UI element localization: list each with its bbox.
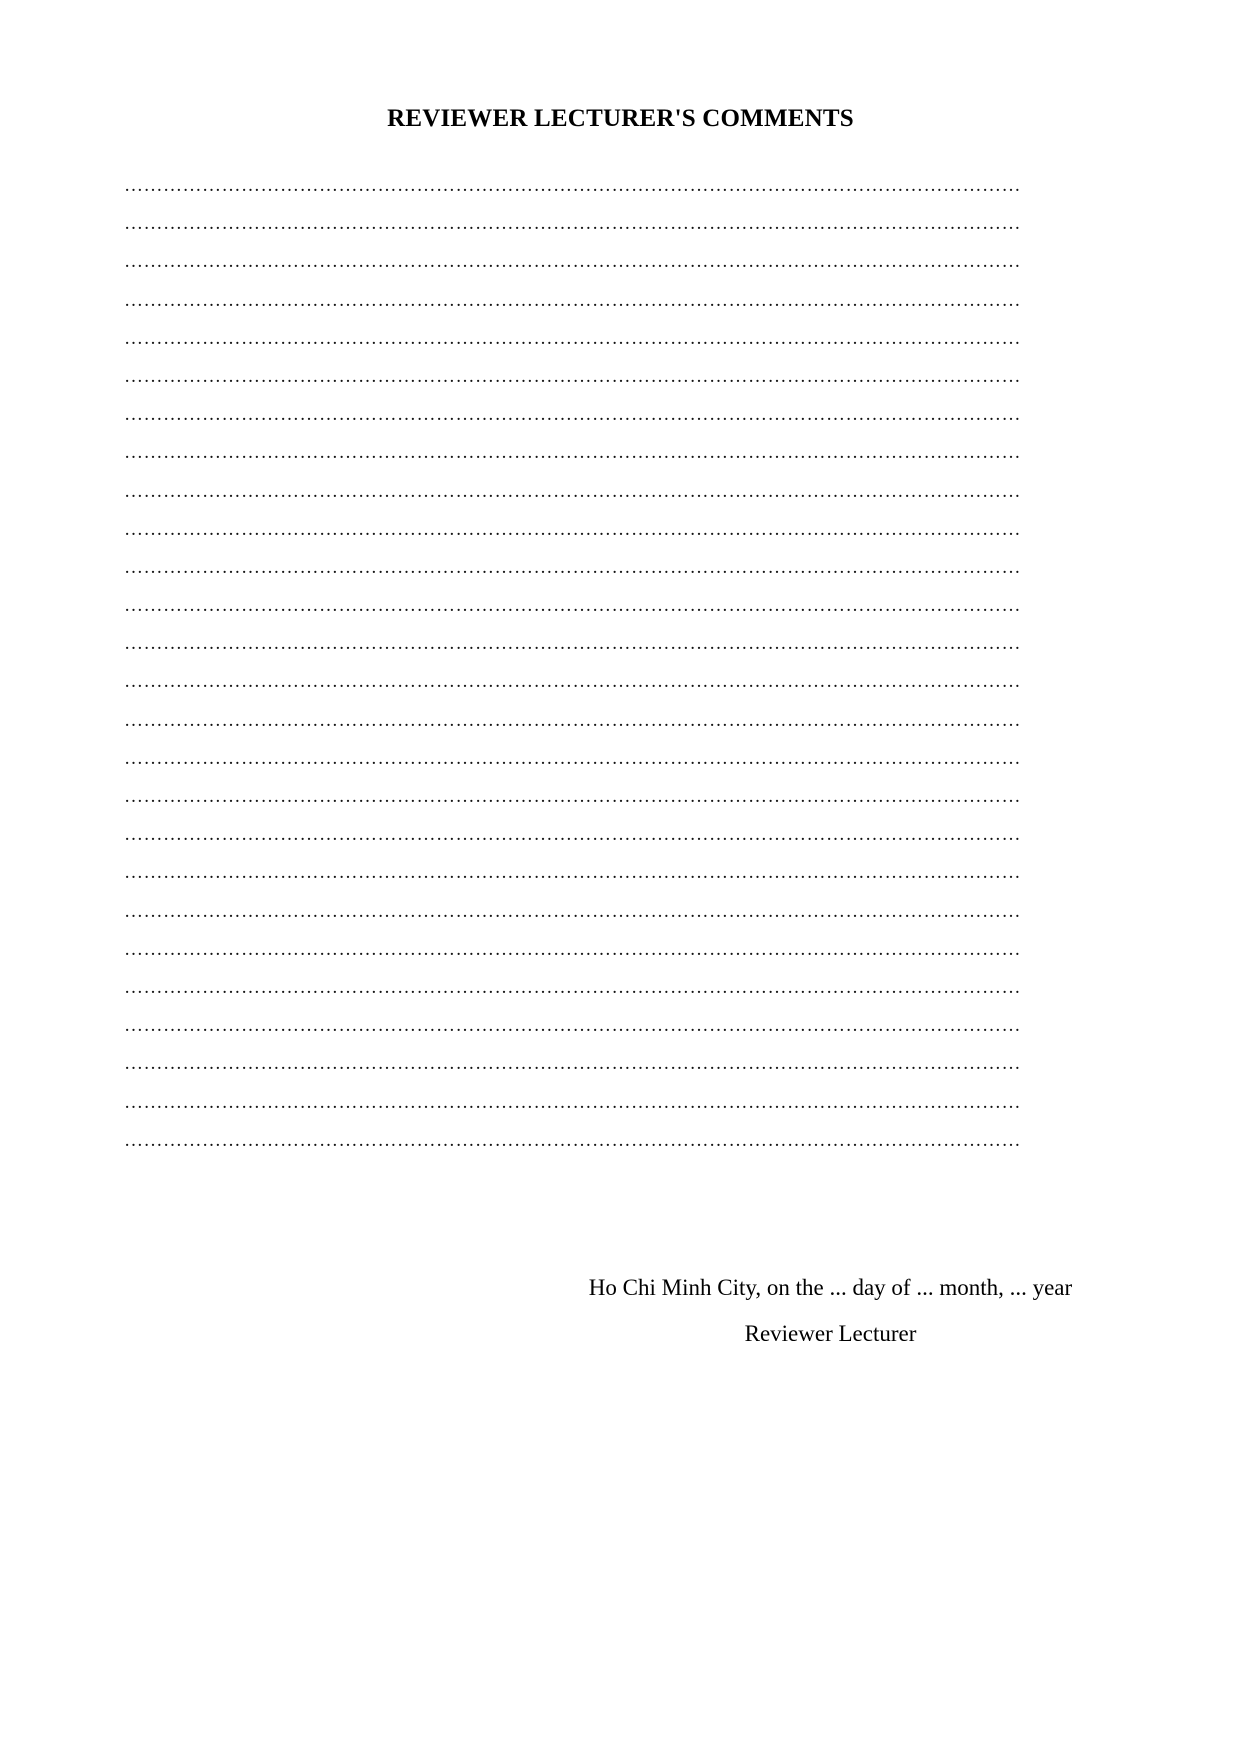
dotted-line: ………………………………………………………………………………………………………………………… xyxy=(124,786,1021,807)
dotted-line: ………………………………………………………………………………………………………………………… xyxy=(124,976,1021,998)
dotted-line: ………………………………………………………………………………………………………………………… xyxy=(124,327,1021,349)
dotted-line: ………………………………………………………………………………………………………………………… xyxy=(124,633,1021,655)
dotted-line: ………………………………………………………………………………………………………………………… xyxy=(124,1053,1021,1075)
dotted-line: ………………………………………………………………………………………………………………………… xyxy=(124,900,1021,922)
dotted-line: ………………………………………………………………………………………………………………………… xyxy=(124,862,1021,884)
comment-lines-area xyxy=(124,167,1117,1160)
signature-block xyxy=(124,1265,1117,1357)
dotted-line: ………………………………………………………………………………………………………………………… xyxy=(124,442,1021,464)
signature-place-date: Ho Chi Minh City, on the ... day of ... month, ... year xyxy=(588,1274,1073,1300)
dotted-line: ………………………………………………………………………………………………………………………… xyxy=(124,251,1021,273)
dotted-line: ………………………………………………………………………………………………………………………… xyxy=(124,289,1021,311)
dotted-line: ………………………………………………………………………………………………………………………… xyxy=(124,404,1021,426)
document-content xyxy=(124,0,1117,1357)
dotted-line: ………………………………………………………………………………………………………………………… xyxy=(124,938,1021,960)
dotted-line: ………………………………………………………………………………………………………………………… xyxy=(124,1015,1021,1037)
signature-role: Reviewer Lecturer xyxy=(744,1320,917,1346)
dotted-line: ………………………………………………………………………………………………………………………… xyxy=(124,1129,1021,1151)
dotted-line: ………………………………………………………………………………………………………………………… xyxy=(124,747,1021,769)
dotted-line: ………………………………………………………………………………………………………………………… xyxy=(124,480,1021,502)
dotted-line: ………………………………………………………………………………………………………………………… xyxy=(124,365,1021,387)
dotted-line: ………………………………………………………………………………………………………………………… xyxy=(124,595,1021,617)
dotted-line: ………………………………………………………………………………………………………………………… xyxy=(124,518,1021,540)
dotted-line: ………………………………………………………………………………………………………………………… xyxy=(124,709,1021,731)
dotted-line: ………………………………………………………………………………………………………………………… xyxy=(124,824,1021,846)
dotted-line: ………………………………………………………………………………………………………………………… xyxy=(124,671,1021,693)
dotted-line: ………………………………………………………………………………………………………………………… xyxy=(124,556,1021,578)
dotted-line: ………………………………………………………………………………………………………………………… xyxy=(124,213,1021,235)
page-title: REVIEWER LECTURER'S COMMENTS xyxy=(387,105,854,132)
dotted-line: ………………………………………………………………………………………………………………………… xyxy=(124,175,1021,196)
dotted-line: ………………………………………………………………………………………………………………………… xyxy=(124,1091,1021,1113)
